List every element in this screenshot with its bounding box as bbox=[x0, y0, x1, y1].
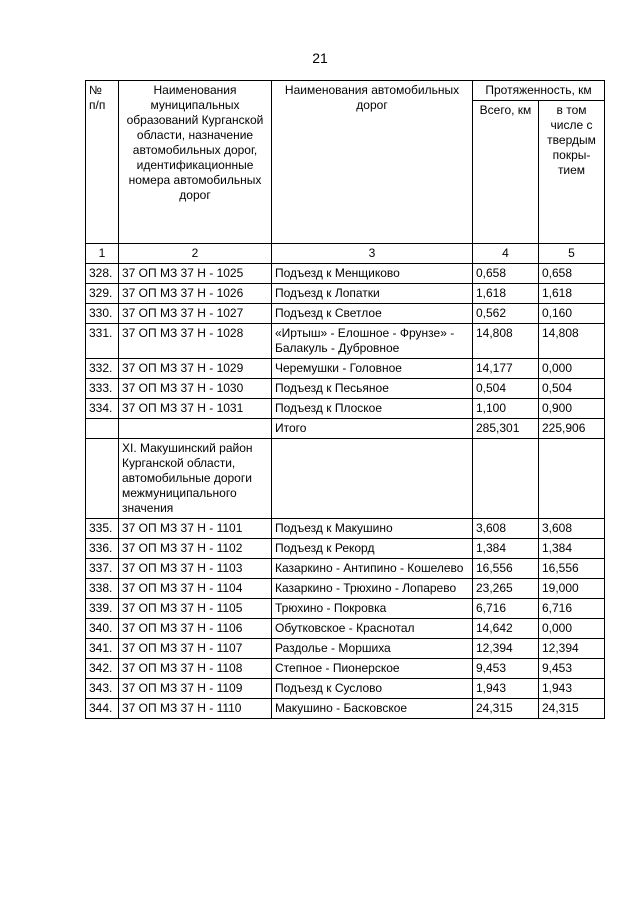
row-number: 330. bbox=[86, 304, 119, 324]
row-number: 344. bbox=[86, 699, 119, 719]
table-row bbox=[86, 659, 605, 679]
row-number: 332. bbox=[86, 359, 119, 379]
column-number: 2 bbox=[119, 244, 272, 264]
length-paved: 14,808 bbox=[539, 324, 605, 359]
length-paved: 0,658 bbox=[539, 264, 605, 284]
length-paved: 0,000 bbox=[539, 359, 605, 379]
header-roads: Наименования автомобильных дорог bbox=[272, 81, 473, 244]
row-number: 342. bbox=[86, 659, 119, 679]
length-total: 0,658 bbox=[473, 264, 539, 284]
road-identifier: 37 ОП МЗ 37 Н - 1029 bbox=[119, 359, 272, 379]
itogo-body bbox=[86, 419, 605, 519]
table-row bbox=[86, 559, 605, 579]
column-number: 3 bbox=[272, 244, 473, 264]
length-paved: 19,000 bbox=[539, 579, 605, 599]
itogo-row bbox=[86, 419, 605, 439]
road-identifier: 37 ОП МЗ 37 Н - 1110 bbox=[119, 699, 272, 719]
road-identifier: 37 ОП МЗ 37 Н - 1105 bbox=[119, 599, 272, 619]
road-identifier: 37 ОП МЗ 37 Н - 1102 bbox=[119, 539, 272, 559]
section-title: XI. Макушинский район Курганской области, автомобильные дороги межмуниципального значения bbox=[119, 439, 272, 519]
road-identifier: 37 ОП МЗ 37 Н - 1101 bbox=[119, 519, 272, 539]
road-name: Казаркино - Трюхино - Лопарево bbox=[272, 579, 473, 599]
length-paved: 0,000 bbox=[539, 619, 605, 639]
road-name: Подъезд к Рекорд bbox=[272, 539, 473, 559]
row-number: 338. bbox=[86, 579, 119, 599]
road-name: Подъезд к Макушино bbox=[272, 519, 473, 539]
header-num: № п/п bbox=[86, 81, 119, 244]
row-number: 331. bbox=[86, 324, 119, 359]
length-paved: 0,160 bbox=[539, 304, 605, 324]
road-identifier: 37 ОП МЗ 37 Н - 1108 bbox=[119, 659, 272, 679]
road-name: Подъезд к Суслово bbox=[272, 679, 473, 699]
length-paved: 1,384 bbox=[539, 539, 605, 559]
length-paved: 24,315 bbox=[539, 699, 605, 719]
itogo-label: Итого bbox=[272, 419, 473, 439]
road-name: Подъезд к Песьяное bbox=[272, 379, 473, 399]
length-paved: 1,943 bbox=[539, 679, 605, 699]
group2-body bbox=[86, 519, 605, 719]
length-total: 6,716 bbox=[473, 599, 539, 619]
header-municipal: Наименования муниципальных образований Курганской области, назначение автомобильных дорог, идентификационные номера автомобильных дорог bbox=[119, 81, 272, 244]
length-total: 1,100 bbox=[473, 399, 539, 419]
road-name: Обутковское - Краснотал bbox=[272, 619, 473, 639]
road-identifier: 37 ОП МЗ 37 Н - 1028 bbox=[119, 324, 272, 359]
row-number: 343. bbox=[86, 679, 119, 699]
length-total: 0,562 bbox=[473, 304, 539, 324]
column-numbers-row bbox=[86, 244, 605, 264]
length-paved: 3,608 bbox=[539, 519, 605, 539]
length-total: 9,453 bbox=[473, 659, 539, 679]
length-total: 1,943 bbox=[473, 679, 539, 699]
table-row bbox=[86, 264, 605, 284]
length-paved: 16,556 bbox=[539, 559, 605, 579]
length-paved: 0,504 bbox=[539, 379, 605, 399]
length-total: 23,265 bbox=[473, 579, 539, 599]
road-identifier: 37 ОП МЗ 37 Н - 1025 bbox=[119, 264, 272, 284]
length-total: 14,808 bbox=[473, 324, 539, 359]
table-row bbox=[86, 399, 605, 419]
table-row bbox=[86, 619, 605, 639]
road-name: Раздолье - Моршиха bbox=[272, 639, 473, 659]
table-row bbox=[86, 359, 605, 379]
column-number: 1 bbox=[86, 244, 119, 264]
header-row bbox=[86, 81, 605, 101]
length-total: 12,394 bbox=[473, 639, 539, 659]
row-number: 340. bbox=[86, 619, 119, 639]
section-row bbox=[86, 439, 605, 519]
header-total: Всего, км bbox=[473, 101, 539, 244]
header-length: Протяженность, км bbox=[473, 81, 605, 101]
road-name: Черемушки - Головное bbox=[272, 359, 473, 379]
page-number: 21 bbox=[312, 50, 328, 66]
table-row bbox=[86, 539, 605, 559]
length-total: 14,177 bbox=[473, 359, 539, 379]
table-row bbox=[86, 639, 605, 659]
row-number: 329. bbox=[86, 284, 119, 304]
road-identifier: 37 ОП МЗ 37 Н - 1106 bbox=[119, 619, 272, 639]
length-total: 0,504 bbox=[473, 379, 539, 399]
table-row bbox=[86, 599, 605, 619]
road-identifier: 37 ОП МЗ 37 Н - 1031 bbox=[119, 399, 272, 419]
length-total: 16,556 bbox=[473, 559, 539, 579]
road-name: Подъезд к Менщиково bbox=[272, 264, 473, 284]
road-identifier: 37 ОП МЗ 37 Н - 1026 bbox=[119, 284, 272, 304]
row-number: 335. bbox=[86, 519, 119, 539]
road-name: Макушино - Басковское bbox=[272, 699, 473, 719]
length-paved: 9,453 bbox=[539, 659, 605, 679]
table-row bbox=[86, 519, 605, 539]
length-paved: 1,618 bbox=[539, 284, 605, 304]
road-identifier: 37 ОП МЗ 37 Н - 1103 bbox=[119, 559, 272, 579]
table-row bbox=[86, 284, 605, 304]
table-row bbox=[86, 679, 605, 699]
row-number: 339. bbox=[86, 599, 119, 619]
column-number: 4 bbox=[473, 244, 539, 264]
itogo-total: 285,301 bbox=[473, 419, 539, 439]
group1-body bbox=[86, 264, 605, 419]
column-number: 5 bbox=[539, 244, 605, 264]
road-identifier: 37 ОП МЗ 37 Н - 1107 bbox=[119, 639, 272, 659]
road-name: Трюхино - Покровка bbox=[272, 599, 473, 619]
row-number: 341. bbox=[86, 639, 119, 659]
row-number: 333. bbox=[86, 379, 119, 399]
table-row bbox=[86, 579, 605, 599]
road-name: «Иртыш» - Елошное - Фрунзе» - Балакуль - Дубровное bbox=[272, 324, 473, 359]
road-name: Казаркино - Антипино - Кошелево bbox=[272, 559, 473, 579]
row-number: 334. bbox=[86, 399, 119, 419]
length-total: 14,642 bbox=[473, 619, 539, 639]
table-row bbox=[86, 379, 605, 399]
table-row bbox=[86, 324, 605, 359]
roads-table bbox=[85, 80, 605, 719]
road-name: Подъезд к Светлое bbox=[272, 304, 473, 324]
length-paved: 6,716 bbox=[539, 599, 605, 619]
road-name: Подъезд к Плоское bbox=[272, 399, 473, 419]
table-row bbox=[86, 304, 605, 324]
length-paved: 0,900 bbox=[539, 399, 605, 419]
road-identifier: 37 ОП МЗ 37 Н - 1027 bbox=[119, 304, 272, 324]
table-row bbox=[86, 699, 605, 719]
row-number: 328. bbox=[86, 264, 119, 284]
length-paved: 12,394 bbox=[539, 639, 605, 659]
road-identifier: 37 ОП МЗ 37 Н - 1030 bbox=[119, 379, 272, 399]
row-number: 337. bbox=[86, 559, 119, 579]
road-identifier: 37 ОП МЗ 37 Н - 1104 bbox=[119, 579, 272, 599]
header-paved: в том числе с твердым покры-тием bbox=[539, 101, 605, 244]
length-total: 3,608 bbox=[473, 519, 539, 539]
row-number: 336. bbox=[86, 539, 119, 559]
length-total: 1,384 bbox=[473, 539, 539, 559]
length-total: 1,618 bbox=[473, 284, 539, 304]
road-name: Степное - Пионерское bbox=[272, 659, 473, 679]
length-total: 24,315 bbox=[473, 699, 539, 719]
itogo-paved: 225,906 bbox=[539, 419, 605, 439]
road-name: Подъезд к Лопатки bbox=[272, 284, 473, 304]
road-identifier: 37 ОП МЗ 37 Н - 1109 bbox=[119, 679, 272, 699]
